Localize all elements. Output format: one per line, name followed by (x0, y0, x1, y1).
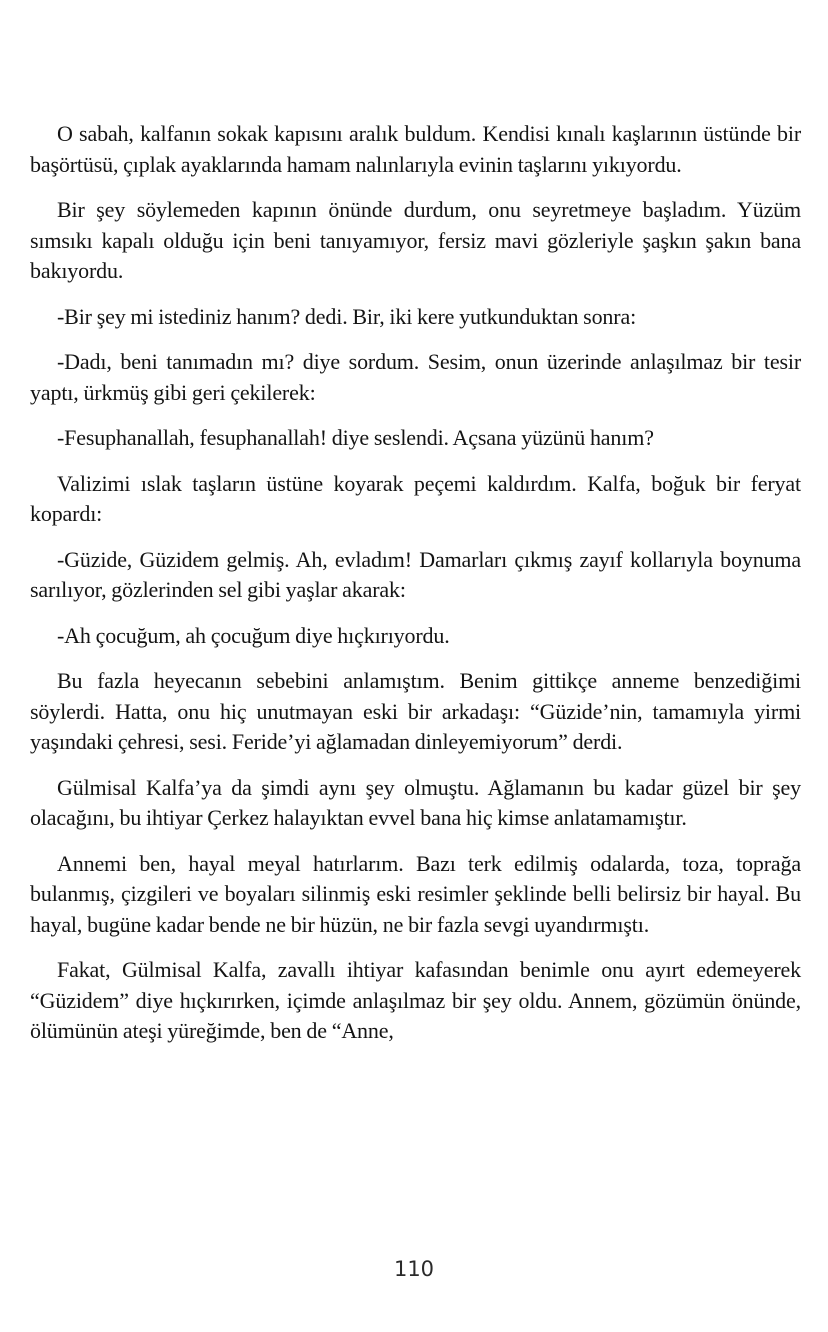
paragraph: O sabah, kalfanın sokak kapısını aralık buldum. Kendisi kınalı kaşlarının üstünde bir başörtüsü, çıplak ayaklarında hamam nalınlarıyla evinin taşlarını yıkıyordu. (30, 121, 801, 177)
paragraph: -Güzide, Güzidem gelmiş. Ah, evladım! Damarları çıkmış zayıf kollarıyla boynuma sarılıyor, gözlerinden sel gibi yaşlar akarak: (30, 546, 801, 602)
paragraph: Fakat, Gülmisal Kalfa, zavallı ihtiyar kafasından benimle onu ayırt edemeyerek “Güzidem” diye hıçkırırken, içimde anlaşılmaz bir şey oldu. Annem, gözümün önünde, ölümünün ateşi yüreğimde, ben de “Anne, (30, 957, 801, 1043)
paragraph: Bu fazla heyecanın sebebini anlamıştım. Benim gittikçe anneme benzediğimi söylerdi. Hatta, onu hiç unutmayan eski bir arkadaşı: “Güzide’nin, tamamıyla yirmi yaşındaki çehresi, sesi. Feride’yi ağlamadan dinleyemiyorum” derdi. (30, 668, 801, 754)
paragraph: Annemi ben, hayal meyal hatırlarım. Bazı terk edilmiş odalarda, toza, toprağa bulanmış, çizgileri ve boyaları silinmiş eski resimler şeklinde belli belirsiz bir hayal. Bu hayal, bugüne kadar bende ne bir hüzün, ne bir fazla sevgi uyandırmıştı. (30, 850, 801, 937)
paragraph: -Dadı, beni tanımadın mı? diye sordum. Sesim, onun üzerinde anlaşılmaz bir tesir yaptı, ürkmüş gibi geri çekilerek: (30, 349, 801, 405)
page-body (30, 119, 801, 1062)
paragraph: Gülmisal Kalfa’ya da şimdi aynı şey olmuştu. Ağlamanın bu kadar güzel bir şey olacağını, bu ihtiyar Çerkez halayıktan evvel bana hiç kimse anlatamamıştır. (30, 774, 801, 830)
paragraph: Valizimi ıslak taşların üstüne koyarak peçemi kaldırdım. Kalfa, boğuk bir feryat kopardı: (30, 470, 801, 526)
paragraph: Bir şey söylemeden kapının önünde durdum, onu seyretmeye başladım. Yüzüm sımsıkı kapalı olduğu için beni tanıyamıyor, fersiz mavi gözleriyle şaşkın şakın bana bakıyordu. (30, 197, 801, 283)
paragraph: -Bir şey mi istediniz hanım? dedi. Bir, iki kere yutkunduktan sonra: (57, 303, 637, 329)
paragraph: -Fesuphanallah, fesuphanallah! diye seslendi. Açsana yüzünü hanım? (57, 425, 654, 450)
paragraph: -Ah çocuğum, ah çocuğum diye hıçkırıyordu. (57, 622, 450, 648)
page-number: 110 (393, 1257, 435, 1281)
